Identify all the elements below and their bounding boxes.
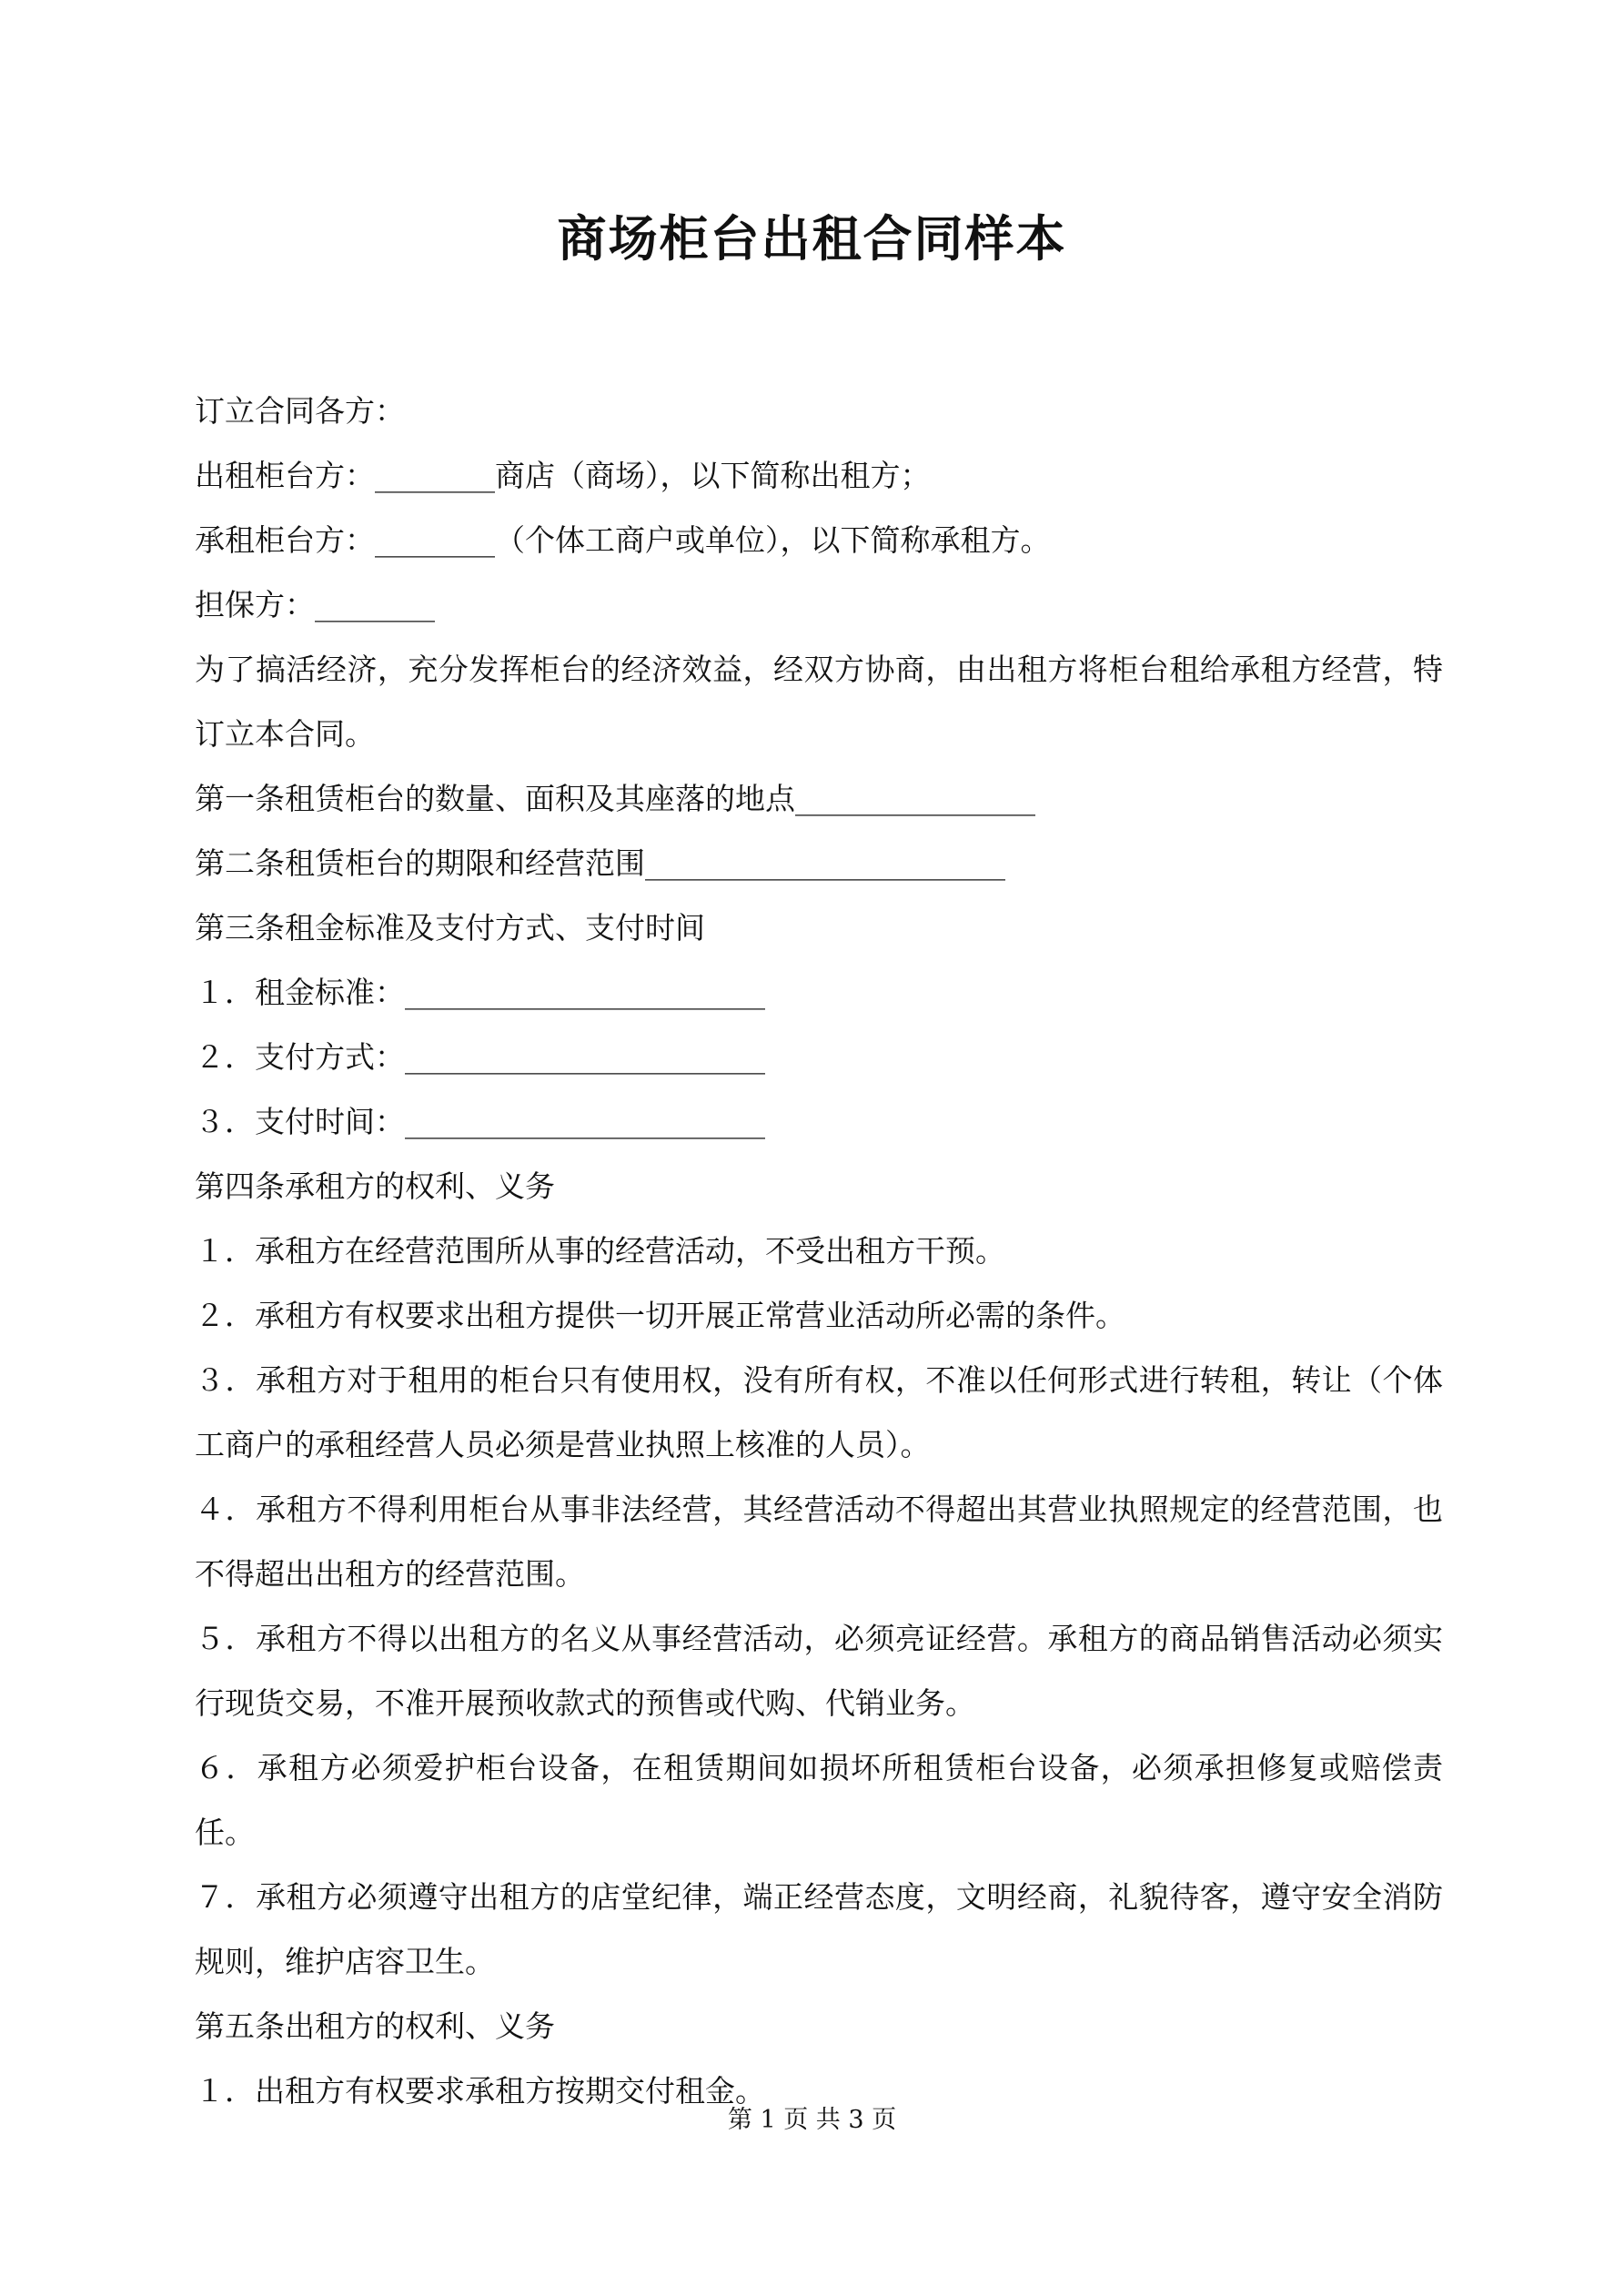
document-body (195, 379, 1443, 2123)
document-title: 商场柜台出租合同样本 (557, 209, 1067, 268)
article-4-heading: 第四条承租方的权利、义务 (195, 1168, 555, 1204)
article-3-heading: 第三条租金标准及支付方式、支付时间 (195, 910, 705, 946)
paragraph-lessee: 承租柜台方：________（个体工商户或单位），以下简称承租方。 (195, 522, 1051, 558)
article-4-item-7: ７．承租方必须遵守出租方的店堂纪律，端正经营态度，文明经商，礼貌待客，遵守安全消防规则，维护店容卫生。 (195, 1879, 1443, 1979)
article-5-item-1: １．出租方有权要求承租方按期交付租金。 (195, 2073, 765, 2109)
article-4-item-1: １．承租方在经营范围所从事的经营活动，不受出租方干预。 (195, 1233, 1005, 1269)
article-4-item-4: ４．承租方不得利用柜台从事非法经营，其经营活动不得超出其营业执照规定的经营范围，也不得超出出租方的经营范围。 (195, 1492, 1443, 1592)
article-4-item-3: ３．承租方对于租用的柜台只有使用权，没有所有权，不准以任何形式进行转租，转让（个体工商户的承租经营人员必须是营业执照上核准的人员）。 (195, 1362, 1443, 1462)
article-3-item-1: １．租金标准：________________________ (195, 975, 765, 1010)
paragraph-guarantor: 担保方：________ (195, 587, 435, 622)
paragraph-preamble: 为了搞活经济，充分发挥柜台的经济效益，经双方协商，由出租方将柜台租给承租方经营，特订立本合同。 (195, 652, 1443, 752)
paragraph-lessor: 出租柜台方：________商店（商场），以下简称出租方； (195, 458, 931, 493)
article-5-heading: 第五条出租方的权利、义务 (195, 2008, 555, 2044)
paragraph-parties-heading: 订立合同各方： (195, 393, 405, 429)
article-2: 第二条租赁柜台的期限和经营范围________________________ (195, 845, 1005, 881)
article-4-item-5: ５．承租方不得以出租方的名义从事经营活动，必须亮证经营。承租方的商品销售活动必须实行现货交易，不准开展预收款式的预售或代购、代销业务。 (195, 1621, 1443, 1721)
article-3-item-3: ３．支付时间：________________________ (195, 1104, 765, 1139)
article-4-item-2: ２．承租方有权要求出租方提供一切开展正常营业活动所必需的条件。 (195, 1298, 1125, 1333)
article-4-item-6: ６．承租方必须爱护柜台设备，在租赁期间如损坏所租赁柜台设备，必须承担修复或赔偿责任。 (195, 1750, 1443, 1850)
article-1: 第一条租赁柜台的数量、面积及其座落的地点________________ (195, 781, 1035, 816)
article-3-item-2: ２．支付方式：________________________ (195, 1039, 765, 1075)
page-number-footer: 第 1 页 共 3 页 (727, 2106, 897, 2134)
